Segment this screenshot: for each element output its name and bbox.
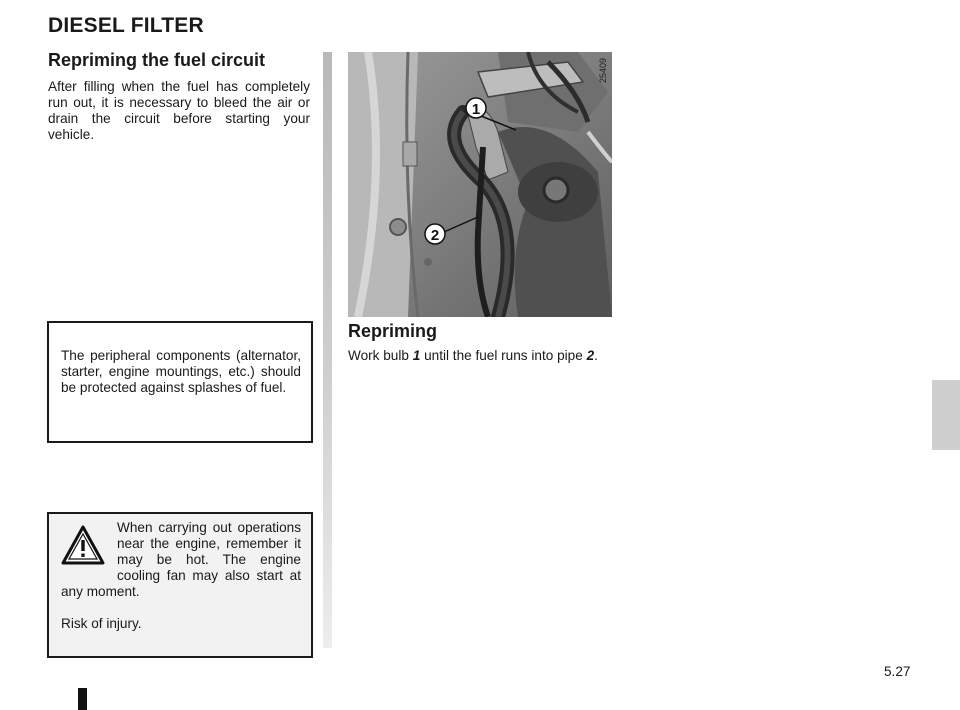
section-heading: Repriming the fuel circuit [48, 50, 266, 70]
intro-paragraph: After filling when the fuel has completely run out, it is necessary to bleed the air or drain the circuit before starting your vehicle. [48, 79, 310, 142]
crop-mark [78, 688, 87, 710]
callout-1: 1 [471, 101, 481, 118]
warning-box [47, 512, 313, 658]
note-box [47, 321, 313, 443]
step-text-part: Work bulb [348, 348, 413, 363]
repriming-heading: Repriming [348, 321, 438, 341]
repriming-step [348, 348, 612, 364]
callout-2: 2 [430, 227, 440, 244]
section-tab [932, 380, 960, 450]
column-divider [323, 52, 332, 648]
warning-text: When carrying out operations near the engine, remember it may be hot. The engine cooling fan may also start at any moment. [61, 520, 301, 599]
engine-photo [348, 52, 612, 317]
note-text: The peripheral components (alternator, starter, engine mountings, etc.) should be protected against splashes of fuel. [61, 348, 301, 395]
step-text-part: . [594, 348, 598, 363]
bulb-ref: 1 [412, 348, 421, 363]
pipe-ref: 2 [586, 348, 595, 363]
step-text-part: until the fuel runs into pipe [420, 348, 587, 363]
warning-text-block [61, 520, 301, 600]
warning-risk: Risk of injury. [61, 616, 142, 631]
page-title: DIESEL FILTER [48, 14, 204, 37]
page-number: 5.27 [884, 664, 911, 679]
figure-reference: 25409 [598, 58, 608, 84]
